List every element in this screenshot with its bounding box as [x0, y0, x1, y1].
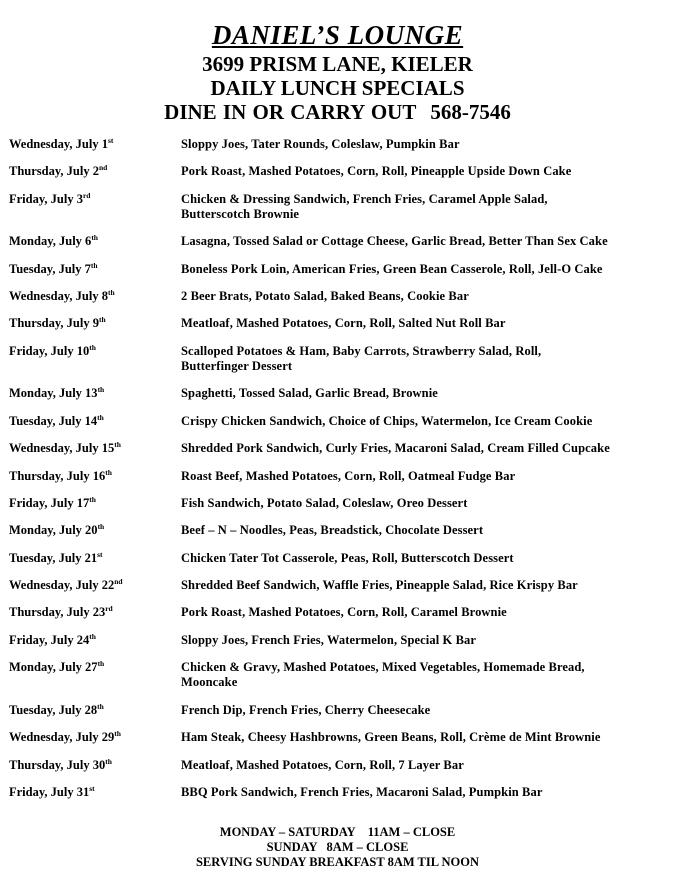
special-items [181, 496, 671, 523]
special-date: Thursday, July 2 [9, 164, 99, 179]
date-suffix: th [97, 412, 104, 422]
special-row [9, 605, 671, 632]
special-day [9, 496, 181, 523]
phone-number: 568-7546 [430, 100, 511, 124]
date-suffix: rd [82, 190, 91, 200]
date-suffix: th [114, 440, 121, 450]
special-items [181, 414, 671, 441]
special-day [9, 578, 181, 605]
special-date: Friday, July 10 [9, 343, 90, 358]
special-items [181, 523, 671, 550]
special-day [9, 192, 181, 235]
special-items [181, 633, 671, 660]
special-date: Monday, July 13 [9, 386, 98, 401]
restaurant-name: DANIEL’S LOUNGE [211, 20, 464, 50]
date-suffix: rd [105, 604, 113, 614]
special-items-line: Fish Sandwich, Potato Salad, Coleslaw, Oreo Dessert [181, 495, 468, 510]
special-day [9, 605, 181, 632]
date-suffix: th [97, 385, 105, 395]
special-day [9, 344, 181, 387]
date-suffix: th [89, 494, 96, 504]
special-row [9, 469, 671, 496]
date-suffix: th [89, 631, 96, 641]
special-row [9, 234, 671, 261]
special-day [9, 660, 181, 703]
special-row [9, 496, 671, 523]
weekday-days: MONDAY – SATURDAY [219, 825, 356, 839]
special-row [9, 551, 671, 578]
sunday-hours: 8AM – CLOSE [326, 840, 409, 854]
special-items [181, 164, 671, 191]
date-suffix: th [105, 467, 112, 477]
special-row [9, 414, 671, 441]
date-suffix: st [97, 549, 103, 559]
special-day [9, 523, 181, 550]
special-day [9, 730, 181, 757]
special-items-line: Sloppy Joes, French Fries, Watermelon, Special K Bar [181, 632, 477, 647]
special-items-line: Shredded Beef Sandwich, Waffle Fries, Pineapple Salad, Rice Krispy Bar [181, 578, 578, 593]
special-day [9, 164, 181, 191]
special-date: Thursday, July 30 [9, 757, 106, 772]
special-items-line: Chicken & Dressing Sandwich, French Fries, Caramel Apple Salad, [181, 191, 548, 206]
special-date: Tuesday, July 7 [9, 261, 91, 276]
special-day [9, 234, 181, 261]
special-date: Tuesday, July 14 [9, 413, 98, 428]
special-day [9, 703, 181, 730]
special-items-line: Scalloped Potatoes & Ham, Baby Carrots, Strawberry Salad, Roll, [181, 343, 542, 358]
special-items [181, 551, 671, 578]
special-date: Wednesday, July 29 [9, 730, 115, 745]
sunday-hours-line [0, 840, 675, 855]
special-day [9, 262, 181, 289]
special-items [181, 758, 671, 785]
service-line [0, 100, 675, 124]
specials-list [9, 137, 671, 812]
special-date: Thursday, July 16 [9, 468, 106, 483]
special-day [9, 758, 181, 785]
special-day [9, 137, 181, 164]
special-row [9, 344, 671, 387]
date-suffix: th [89, 342, 96, 352]
menu-subtitle: DAILY LUNCH SPECIALS [210, 76, 465, 100]
special-row [9, 137, 671, 164]
special-items-line: Butterscotch Brownie [181, 206, 300, 221]
special-row [9, 633, 671, 660]
special-row [9, 386, 671, 413]
date-suffix: th [97, 701, 104, 711]
special-date: Friday, July 24 [9, 632, 90, 647]
special-items-line: Sloppy Joes, Tater Rounds, Coleslaw, Pumpkin Bar [181, 137, 460, 151]
special-day [9, 441, 181, 468]
special-date: Wednesday, July 1 [9, 137, 108, 151]
special-items [181, 137, 671, 164]
hours-footer [0, 825, 675, 870]
special-row [9, 441, 671, 468]
service-options: DINE IN OR CARRY OUT [164, 100, 417, 124]
special-items [181, 344, 671, 387]
special-items [181, 192, 671, 235]
special-items-line: French Dip, French Fries, Cherry Cheesecake [181, 702, 431, 717]
special-items-line: 2 Beer Brats, Potato Salad, Baked Beans, Cookie Bar [181, 289, 469, 304]
special-day [9, 386, 181, 413]
date-suffix: st [89, 783, 95, 793]
special-day [9, 289, 181, 316]
special-items-line: Ham Steak, Cheesy Hashbrowns, Green Beans, Roll, Crème de Mint Brownie [181, 730, 601, 745]
date-suffix: th [108, 288, 115, 298]
special-row [9, 523, 671, 550]
special-date: Friday, July 31 [9, 784, 90, 799]
special-items-line: BBQ Pork Sandwich, French Fries, Macaroni Salad, Pumpkin Bar [181, 784, 543, 799]
date-suffix: th [97, 522, 105, 532]
special-items-line: Butterfinger Dessert [181, 358, 293, 373]
restaurant-address: 3699 PRISM LANE, KIELER [202, 52, 473, 76]
breakfast-line: SERVING SUNDAY BREAKFAST 8AM TIL NOON [195, 855, 480, 869]
special-items [181, 316, 671, 343]
special-items-line: Crispy Chicken Sandwich, Choice of Chips, Watermelon, Ice Cream Cookie [181, 413, 593, 428]
special-items [181, 386, 671, 413]
special-items-line: Mooncake [181, 675, 238, 690]
special-day [9, 633, 181, 660]
special-items [181, 234, 671, 261]
special-date: Monday, July 27 [9, 660, 98, 675]
special-day [9, 785, 181, 812]
date-suffix: th [90, 260, 98, 270]
special-date: Tuesday, July 28 [9, 702, 98, 717]
special-date: Friday, July 17 [9, 495, 90, 510]
special-items [181, 730, 671, 757]
special-day [9, 414, 181, 441]
special-items-line: Pork Roast, Mashed Potatoes, Corn, Roll, Pineapple Upside Down Cake [181, 164, 572, 179]
special-date: Friday, July 3 [9, 191, 83, 206]
special-items [181, 605, 671, 632]
special-date: Wednesday, July 15 [9, 441, 115, 456]
special-items-line: Meatloaf, Mashed Potatoes, Corn, Roll, Salted Nut Roll Bar [181, 316, 506, 331]
special-items-line: Chicken Tater Tot Casserole, Peas, Roll, Butterscotch Dessert [181, 550, 514, 565]
special-row [9, 289, 671, 316]
date-suffix: th [105, 756, 112, 766]
date-suffix: th [97, 659, 105, 669]
special-items [181, 441, 671, 468]
special-items-line: Pork Roast, Mashed Potatoes, Corn, Roll, Caramel Brownie [181, 605, 507, 620]
weekday-hours-line [0, 825, 675, 840]
special-items-line: Shredded Pork Sandwich, Curly Fries, Macaroni Salad, Cream Filled Cupcake [181, 441, 610, 456]
date-suffix: th [114, 729, 121, 739]
special-items-line: Chicken & Gravy, Mashed Potatoes, Mixed Vegetables, Homemade Bread, [181, 660, 585, 675]
special-date: Wednesday, July 22 [9, 578, 115, 593]
special-day [9, 551, 181, 578]
special-row [9, 660, 671, 703]
special-items [181, 469, 671, 496]
special-items-line: Boneless Pork Loin, American Fries, Green Bean Casserole, Roll, Jell-O Cake [181, 261, 603, 276]
special-row [9, 192, 671, 235]
special-items [181, 660, 671, 703]
special-items [181, 262, 671, 289]
special-date: Thursday, July 23 [9, 605, 106, 620]
special-row [9, 578, 671, 605]
special-items [181, 289, 671, 316]
date-suffix: nd [98, 163, 108, 173]
special-date: Thursday, July 9 [9, 316, 99, 331]
special-date: Monday, July 6 [9, 234, 92, 249]
special-items [181, 703, 671, 730]
special-row [9, 164, 671, 191]
special-day [9, 469, 181, 496]
special-items [181, 578, 671, 605]
special-row [9, 316, 671, 343]
weekday-hours: 11AM – CLOSE [367, 825, 456, 839]
special-items [181, 785, 671, 812]
date-suffix: nd [114, 577, 123, 587]
special-items-line: Lasagna, Tossed Salad or Cottage Cheese, Garlic Bread, Better Than Sex Cake [181, 234, 608, 249]
special-items-line: Roast Beef, Mashed Potatoes, Corn, Roll, Oatmeal Fudge Bar [181, 468, 516, 483]
date-suffix: st [108, 136, 114, 145]
menu-header [0, 18, 675, 124]
special-date: Tuesday, July 21 [9, 550, 98, 565]
sunday-day: SUNDAY [266, 840, 318, 854]
special-items-line: Beef – N – Noodles, Peas, Breadstick, Chocolate Dessert [181, 523, 484, 538]
special-date: Wednesday, July 8 [9, 289, 108, 304]
special-day [9, 316, 181, 343]
special-items-line: Spaghetti, Tossed Salad, Garlic Bread, Brownie [181, 386, 438, 401]
special-row [9, 730, 671, 757]
date-suffix: th [91, 233, 98, 243]
special-row [9, 758, 671, 785]
special-date: Monday, July 20 [9, 523, 98, 538]
special-row [9, 703, 671, 730]
date-suffix: th [98, 315, 106, 325]
special-row [9, 262, 671, 289]
special-row [9, 785, 671, 812]
special-items-line: Meatloaf, Mashed Potatoes, Corn, Roll, 7 Layer Bar [181, 757, 464, 772]
